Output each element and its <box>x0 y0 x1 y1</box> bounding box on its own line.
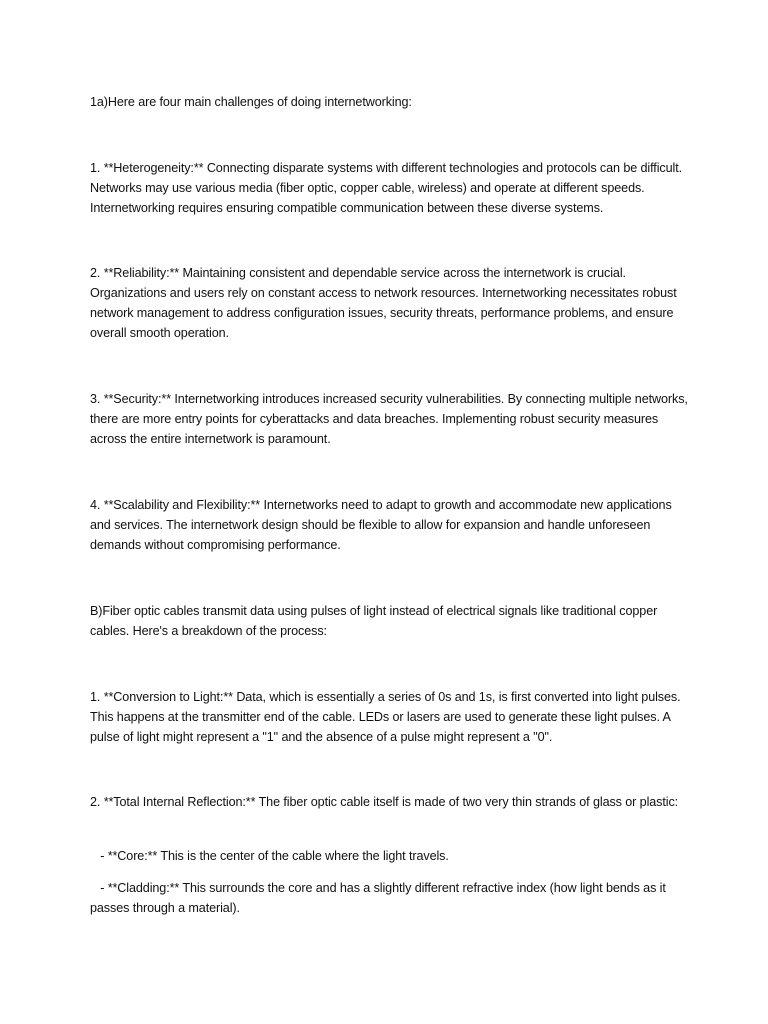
paragraph-scalability: 4. **Scalability and Flexibility:** Internetworks need to adapt to growth and accommodate new applications and services. The internetwork design should be flexible to allow for expansion and handle unforeseen demands without compromising performance. <box>90 498 672 552</box>
paragraph-security: 3. **Security:** Internetworking introduces increased security vulnerabilities. By connecting multiple networks, there are more entry points for cyberattacks and data breaches. Implementing robust security measures across the entire internetwork is paramount. <box>90 392 688 446</box>
paragraph-fiber-intro: B)Fiber optic cables transmit data using pulses of light instead of electrical signals like traditional copper cables. Here's a breakdown of the process: <box>90 604 658 638</box>
paragraph-reliability: 2. **Reliability:** Maintaining consistent and dependable service across the internetwork is crucial. Organizations and users rely on constant access to network resources. Internetworking necessitates robust network management to address configuration issues, security threats, performance problems, and ensure overall smooth operation. <box>90 266 677 340</box>
paragraph-core: - **Core:** This is the center of the cable where the light travels. <box>90 849 449 863</box>
paragraph-intro: 1a)Here are four main challenges of doing internetworking: <box>90 95 412 109</box>
paragraph-cladding: - **Cladding:** This surrounds the core and has a slightly different refractive index (how light bends as it passes through a material). <box>90 881 670 915</box>
paragraph-conversion: 1. **Conversion to Light:** Data, which is essentially a series of 0s and 1s, is first converted into light pulses. This happens at the transmitter end of the cable. LEDs or lasers are used to generate these light pulses. A pulse of light might represent a "1" and the absence of a pulse might represent a "0". <box>90 690 681 744</box>
paragraph-reflection: 2. **Total Internal Reflection:** The fiber optic cable itself is made of two very thin strands of glass or plastic: <box>90 795 679 809</box>
paragraph-heterogeneity: 1. **Heterogeneity:** Connecting disparate systems with different technologies and protocols can be difficult. Networks may use various media (fiber optic, copper cable, wireless) and operate at different speeds. Internetworking requires ensuring compatible communication between these diverse systems. <box>90 161 682 215</box>
